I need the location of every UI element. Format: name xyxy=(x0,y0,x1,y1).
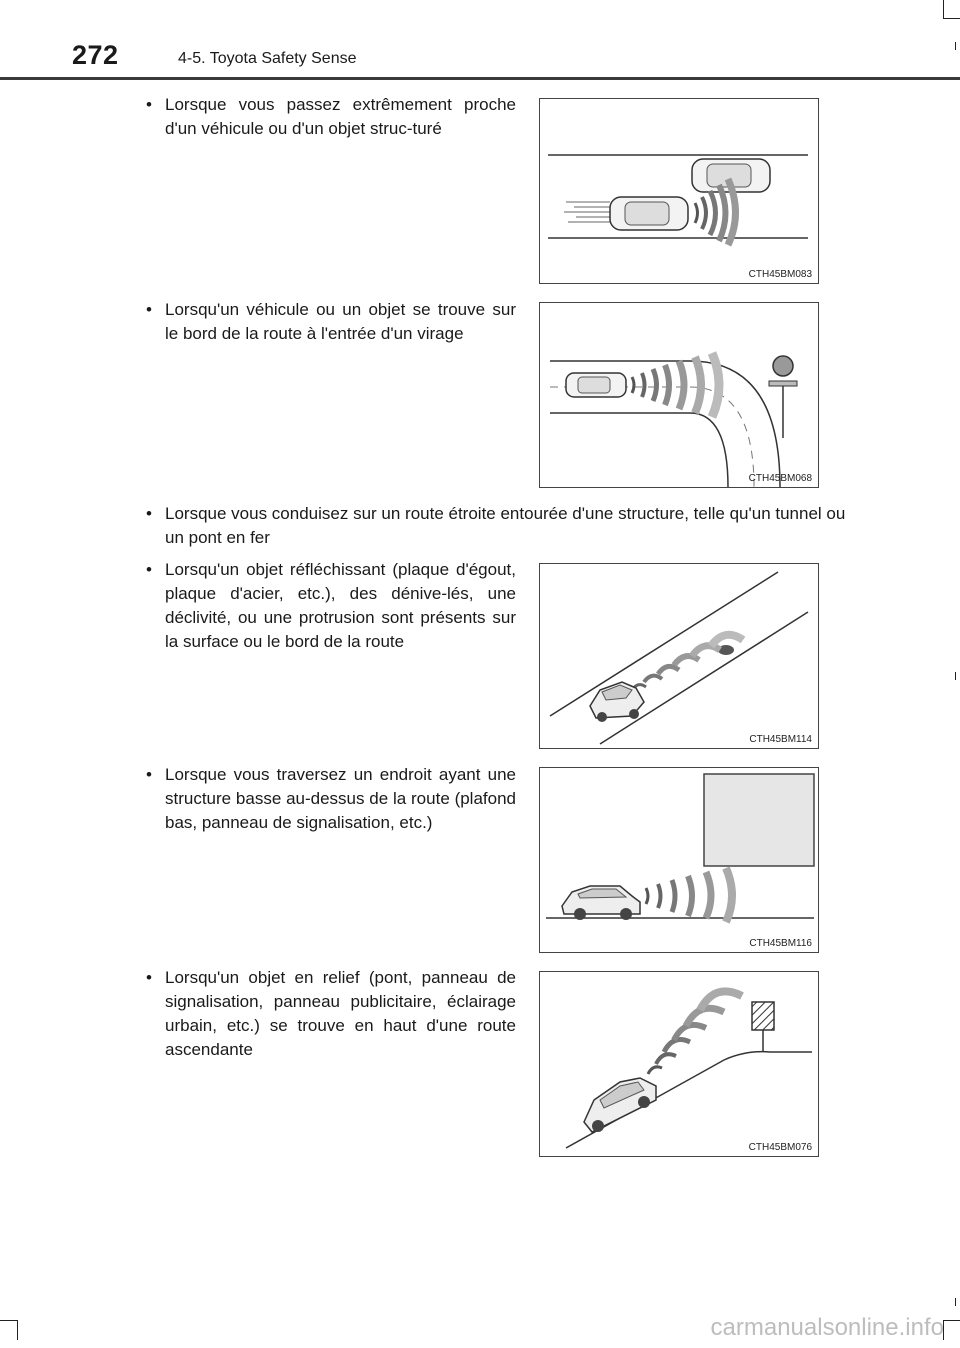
figure-reflective-object xyxy=(539,563,819,749)
crop-mark xyxy=(943,0,944,18)
bullet-dot: • xyxy=(146,300,152,319)
header-rule xyxy=(0,77,960,80)
crop-mark xyxy=(943,1320,960,1321)
crop-mark xyxy=(955,672,956,680)
bullet-dot: • xyxy=(146,504,152,523)
crop-mark xyxy=(0,1320,17,1321)
uphill-object-illustration xyxy=(540,972,818,1156)
crop-mark xyxy=(17,1320,18,1340)
bullet-item xyxy=(146,298,516,346)
section-title: 4-5. Toyota Safety Sense xyxy=(178,50,357,67)
bullet-text: Lorsqu'un véhicule ou un objet se trouve sur le bord de la route à l'entrée d'un virage xyxy=(165,300,516,343)
bullet-item xyxy=(146,558,516,654)
low-structure-illustration xyxy=(540,768,818,952)
bullet-text: Lorsque vous passez extrêmement proche d'un véhicule ou d'un objet struc-turé xyxy=(165,95,516,138)
watermark: carmanualsonline.info xyxy=(710,1314,944,1341)
figure-close-vehicle xyxy=(539,98,819,284)
figure-code: CTH45BM114 xyxy=(749,734,812,745)
figure-code: CTH45BM068 xyxy=(748,473,812,484)
reflective-object-illustration xyxy=(540,564,818,748)
close-vehicle-illustration xyxy=(540,99,818,283)
bullet-dot: • xyxy=(146,765,152,784)
curve-entrance-illustration xyxy=(540,303,818,487)
figure-low-structure xyxy=(539,767,819,953)
bullet-text: Lorsqu'un objet en relief (pont, panneau de signalisation, panneau publicitaire, éclairage urbain, etc.) se trouve en haut d'une route ascendante xyxy=(165,968,516,1059)
bullet-text: Lorsque vous conduisez sur un route étroite entourée d'une structure, telle qu'un tunnel ou un pont en fer xyxy=(165,504,846,547)
bullet-dot: • xyxy=(146,95,152,114)
figure-code: CTH45BM083 xyxy=(748,269,812,280)
bullet-text: Lorsque vous traversez un endroit ayant une structure basse au-dessus de la route (plafond bas, panneau de signalisation, etc.) xyxy=(165,765,516,832)
figure-code: CTH45BM076 xyxy=(748,1142,812,1153)
bullet-item xyxy=(146,763,516,835)
bullet-item xyxy=(146,966,516,1062)
bullet-dot: • xyxy=(146,968,152,987)
figure-curve-entrance xyxy=(539,302,819,488)
bullet-text: Lorsqu'un objet réfléchissant (plaque d'égout, plaque d'acier, etc.), des dénive-lés, une déclivité, ou une protrusion sont présents sur la surface ou le bord de la route xyxy=(165,560,516,651)
figure-code: CTH45BM116 xyxy=(749,938,812,949)
crop-mark xyxy=(955,42,956,50)
page-header xyxy=(0,0,960,80)
bullet-item xyxy=(146,502,846,550)
page-number: 272 xyxy=(72,40,119,70)
crop-mark xyxy=(943,18,960,19)
bullet-item xyxy=(146,93,516,141)
bullet-dot: • xyxy=(146,560,152,579)
crop-mark xyxy=(955,1298,956,1306)
figure-uphill-object xyxy=(539,971,819,1157)
